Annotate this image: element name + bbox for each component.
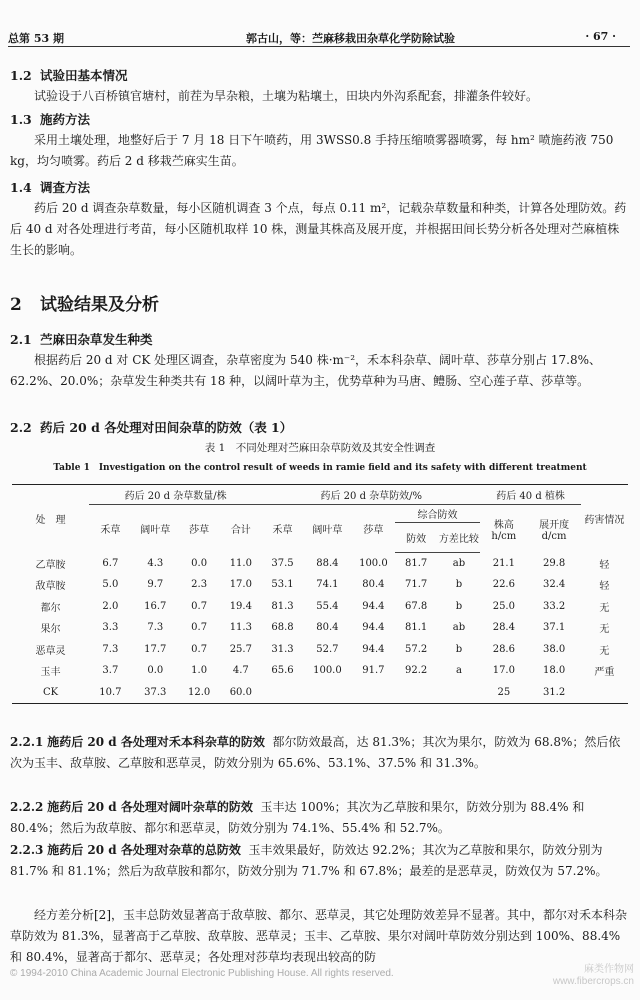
table-cell: 60.0: [219, 682, 262, 704]
section-2-2-heading: 2.2 药后 20 d 各处理对田间杂草的防效（表 1）: [10, 420, 293, 435]
col-total-count: 合计: [230, 525, 251, 537]
col-variance: 方差比较: [438, 523, 481, 553]
section-2-2-1: 2.2.1 施药后 20 d 各处理对禾本科杂草的防效 都尔防效最高，达 81.3%；其次为果尔，防效为 68.8%；然后依次为玉丰、敌草胺、乙草胺和恶草灵，防效分别为 65.6%、53.1%、37.5% 和 31.3%。: [10, 735, 621, 770]
table-cell: 57.2: [405, 643, 428, 655]
table-cell: 100.0: [359, 557, 388, 569]
table-cell: 11.3: [229, 622, 252, 634]
page-number: · 67 ·: [585, 30, 616, 43]
table-cell: 38.0: [542, 643, 566, 655]
section-1-4-text: 药后 20 d 调查杂草数量，每小区随机调查 3 个点，每点 0.11 m²，记载杂草数量和种类，计算各处理防效。药后 40 d 对各处理进行考苗，每小区随机取样 10 株，测量其株高及展开度，并根据田间长势分析各处理对苎麻植株生长的影响。: [10, 201, 627, 257]
table-cell: [352, 682, 395, 704]
table-cell: b: [455, 579, 463, 591]
section-2-heading: 2 试验结果及分析: [10, 295, 159, 315]
table-cell: [438, 682, 481, 704]
section-1-4-heading: 1.4 调查方法: [10, 180, 91, 195]
table-cell: 0.7: [191, 643, 208, 655]
page-header: [8, 26, 630, 47]
table-cell: 18.0: [542, 665, 566, 677]
table-cell: 25.0: [492, 600, 515, 612]
site-watermark: 麻类作物网 www.fibercrops.cn: [552, 964, 634, 987]
treatment-name: 玉丰: [40, 667, 61, 679]
treatment-name: 果尔: [40, 624, 61, 636]
table-cell: 80.4: [316, 622, 339, 634]
table-cell: 严重: [594, 667, 615, 679]
table-cell: 91.7: [362, 665, 385, 677]
table-cell: 94.4: [362, 622, 385, 634]
table-cell: 11.0: [229, 557, 252, 569]
table-cell: 17.0: [492, 665, 515, 677]
group-overall-effect: 综合防效: [395, 505, 481, 523]
table-cell: 68.8: [271, 622, 294, 634]
col-plant-height: 株高 h/cm: [491, 519, 517, 542]
table-cell: 19.4: [229, 600, 252, 612]
table-cell: 无: [599, 602, 610, 614]
table-cell: 37.5: [271, 557, 294, 569]
table-cell: 6.7: [102, 557, 119, 569]
section-2-2-3: 2.2.3 施药后 20 d 各处理对杂草的总防效 玉丰效果最好，防效达 92.2%；其次为乙草胺和果尔，防效分别为 81.7% 和 81.1%；然后为敌草胺和都尔，防效分别为 71.7% 和 67.8%；最差的是恶草灵，防效仅为 57.2%。: [10, 843, 608, 878]
table-cell: 10.7: [89, 682, 132, 704]
table-cell: 37.3: [132, 682, 179, 704]
col-grass-count: 禾草: [100, 525, 121, 537]
table-cell: 0.0: [191, 557, 208, 569]
table-cell: 22.6: [492, 579, 515, 591]
table-cell: 92.2: [405, 665, 428, 677]
table-cell: b: [455, 600, 463, 612]
section-2-1-text: 根据药后 20 d 对 CK 处理区调查，杂草密度为 540 株·m⁻²，禾本科杂草、阔叶草、莎草分别占 17.8%、62.2%、20.0%；杂草发生种类共有 18 种，以阔叶草为主，优势草种为马唐、鳢肠、空心莲子草、莎草等。: [10, 353, 601, 388]
table-cell: 55.4: [316, 600, 339, 612]
table-cell: ab: [452, 558, 466, 569]
table-cell: [581, 682, 628, 704]
group-weed-count: 药后 20 d 杂草数量/株: [89, 485, 262, 505]
table-cell: 71.7: [405, 579, 428, 591]
table-cell: 0.7: [191, 622, 208, 634]
col-spread: 展开度 d/cm: [539, 519, 570, 542]
table-cell: 5.0: [102, 579, 119, 591]
table-cell: 29.8: [542, 557, 566, 569]
section-1-2-heading: 1.2 试验田基本情况: [10, 68, 128, 83]
table-cell: 1.0: [191, 665, 208, 677]
table-cell: 无: [599, 624, 610, 636]
table-row: [12, 639, 628, 661]
table-cell: 28.6: [492, 643, 515, 655]
table-cell: 81.1: [405, 622, 428, 634]
table-cell: 81.7: [405, 558, 428, 569]
issue-number: 总第 53 期: [8, 32, 64, 45]
table-cell: ab: [452, 622, 466, 634]
table-row: [12, 682, 628, 704]
copyright-footer: © 1994-2010 China Academic Journal Electronic Publishing House. All rights reserved.: [10, 968, 394, 979]
treatment-name: 乙草胺: [35, 559, 66, 571]
table-cell: 2.3: [191, 579, 208, 591]
treatment-name: 恶草灵: [35, 645, 66, 657]
col-treatment: 处 理: [12, 485, 89, 553]
table-row: [12, 617, 628, 639]
table-cell: 21.1: [492, 557, 515, 569]
table-cell: 65.6: [271, 665, 294, 677]
table-body: [12, 553, 628, 704]
table-cell: 0.7: [191, 600, 208, 612]
analysis-paragraph: 经方差分析[2]，玉丰总防效显著高于敌草胺、都尔、恶草灵，其它处理防效差异不显著。其中，都尔对禾本科杂草防效为 81.3%，显著高于乙草胺、敌草胺、恶草灵；玉丰、乙草胺、果尔对阔叶草防效分别达到 100%、88.4% 和 80.4%，显著高于都尔、恶草灵；各处理对莎草均表现出较高的防: [10, 908, 628, 964]
table-cell: 9.7: [147, 579, 164, 591]
col-sedge-effect: 莎草: [363, 525, 384, 537]
table-cell: 17.0: [229, 579, 252, 591]
table-cell: a: [455, 665, 462, 677]
weed-control-table: [12, 484, 628, 704]
treatment-name: CK: [12, 682, 89, 704]
table-cell: 80.4: [362, 579, 385, 591]
table-cell: 4.7: [232, 665, 249, 677]
treatment-name: 敌草胺: [35, 581, 66, 593]
table-cell: 33.2: [542, 600, 566, 612]
table-cell: 52.7: [316, 643, 339, 655]
table-cell: 12.0: [179, 682, 220, 704]
table-cell: 轻: [599, 559, 610, 571]
table-cell: 88.4: [316, 557, 339, 569]
table-cell: 7.3: [102, 643, 119, 655]
col-broadleaf-effect: 阔叶草: [312, 525, 343, 537]
table-cell: 17.7: [144, 643, 167, 655]
table-cell: 3.7: [102, 665, 119, 677]
table-cell: 31.3: [271, 643, 294, 655]
table-cell: 67.8: [405, 600, 428, 612]
group-control-effect: 药后 20 d 杂草防效/%: [262, 485, 480, 505]
running-title: 郭古山，等：苎麻移栽田杂草化学防除试验: [246, 32, 455, 45]
table-caption-en: Table 1 Investigation on the control result of weeds in ramie field and its safety with different treatment: [53, 463, 587, 473]
table-cell: 100.0: [313, 665, 342, 677]
table-cell: 53.1: [271, 579, 294, 591]
table-cell: 4.3: [147, 557, 164, 569]
table-cell: b: [455, 643, 463, 655]
col-grass-effect: 禾草: [272, 525, 293, 537]
table-cell: 94.4: [362, 643, 385, 655]
section-1-3-text: 采用土壤处理，地整好后于 7 月 18 日下午喷药，用 3WSS0.8 手持压缩喷雾器喷雾，每 hm² 喷施药液 750 kg，均匀喷雾。药后 2 d 移栽苎麻实生苗。: [10, 133, 614, 168]
table-row: [12, 660, 628, 682]
section-2-1-heading: 2.1 苎麻田杂草发生种类: [10, 332, 153, 347]
table-cell: [262, 682, 303, 704]
treatment-name: 都尔: [40, 602, 61, 614]
col-phytotoxicity: 药害情况: [581, 485, 628, 553]
table-cell: 25: [480, 682, 527, 704]
table-row: [12, 574, 628, 596]
table-cell: 32.4: [542, 579, 566, 591]
col-broadleaf-count: 阔叶草: [140, 525, 171, 537]
table-cell: 37.1: [542, 622, 566, 634]
table-cell: 28.4: [492, 622, 515, 634]
table-cell: 2.0: [102, 600, 119, 612]
table-cell: [395, 682, 438, 704]
table-cell: 25.7: [229, 643, 252, 655]
section-2-2-2: 2.2.2 施药后 20 d 各处理对阔叶杂草的防效 玉丰达 100%；其次为乙草胺和果尔，防效分别为 88.4% 和 80.4%；然后为敌草胺、都尔和恶草灵，防效分别为 74.1%、55.4% 和 52.7%。: [10, 800, 585, 835]
col-overall-effect: 防效: [395, 523, 438, 553]
table-cell: 轻: [599, 581, 610, 593]
table-cell: 0.0: [147, 665, 164, 677]
table-cell: 16.7: [144, 600, 167, 612]
section-1-3-heading: 1.3 施药方法: [10, 112, 91, 127]
table-row: [12, 553, 628, 575]
table-cell: 31.2: [527, 682, 580, 704]
table-cell: 7.3: [147, 622, 164, 634]
table-cell: 81.3: [271, 600, 294, 612]
table-caption-cn: 表 1 不同处理对苎麻田杂草防效及其安全性调查: [204, 442, 436, 454]
table-cell: 无: [599, 645, 610, 657]
table-row: [12, 596, 628, 618]
table-cell: 74.1: [316, 579, 339, 591]
table-cell: [303, 682, 352, 704]
table-cell: 94.4: [362, 600, 385, 612]
section-1-2-text: 试验设于八百桥镇官塘村，前茬为旱杂粮，土壤为粘壤土，田块内外沟系配套，排灌条件较好。: [34, 89, 539, 103]
col-sedge-count: 莎草: [189, 525, 210, 537]
table-cell: 3.3: [102, 622, 119, 634]
group-plant-40d: 药后 40 d 植株: [480, 485, 581, 505]
